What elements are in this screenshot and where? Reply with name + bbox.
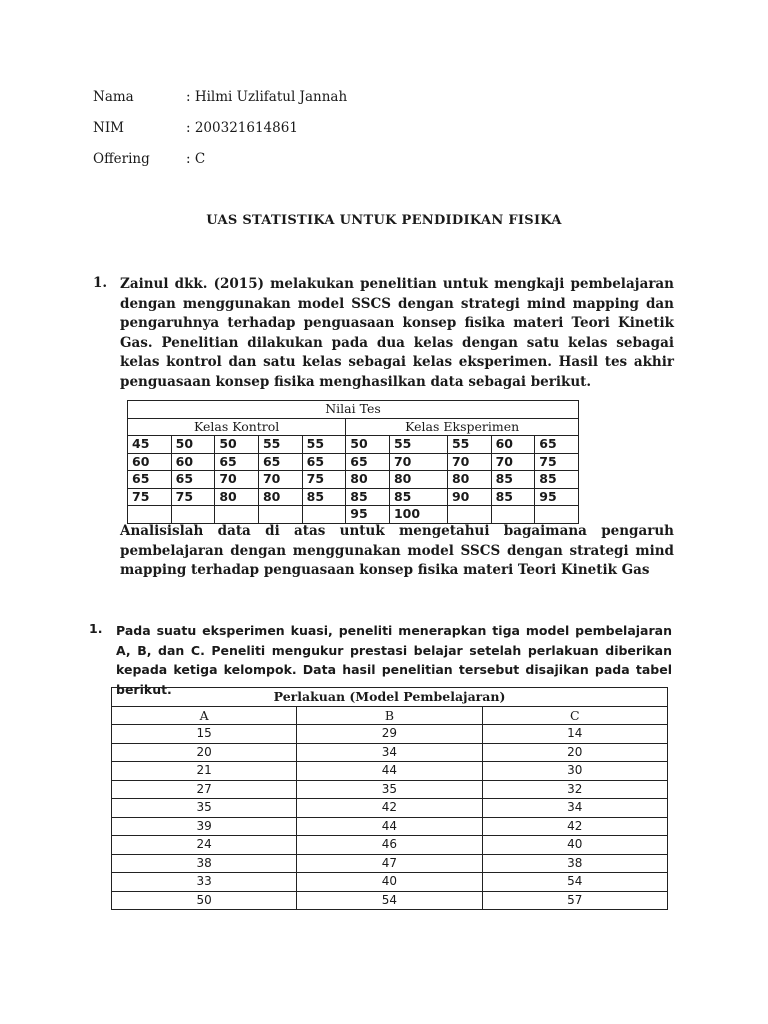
question-2-text: Pada suatu eksperimen kuasi, peneliti menerapkan tiga model pembelajaran A, B, dan C. Peneliti mengukur prestasi belajar setelah perlakuan diberikan kepada ketiga kelompok. Data hasil penelitian tersebut disajikan pada tabel berikut. xyxy=(116,623,672,697)
table-cell: 85 xyxy=(302,488,346,506)
table-cell: 70 xyxy=(389,453,447,471)
table-cell xyxy=(215,506,259,524)
table-row xyxy=(112,891,668,910)
table-cell: 50 xyxy=(112,891,297,910)
table-cell xyxy=(302,506,346,524)
table-row xyxy=(112,836,668,855)
table-cell: 70 xyxy=(447,453,491,471)
table-cell: 65 xyxy=(215,453,259,471)
table-row xyxy=(128,436,579,454)
table-cell: 85 xyxy=(535,471,579,489)
column-header-c: C xyxy=(482,706,667,725)
table-cell: 95 xyxy=(535,488,579,506)
table-cell: 55 xyxy=(302,436,346,454)
table-cell: 80 xyxy=(447,471,491,489)
table-cell: 85 xyxy=(491,488,535,506)
table-title: Perlakuan (Model Pembelajaran) xyxy=(112,688,668,707)
table-cell: 55 xyxy=(389,436,447,454)
nilai-tes-body xyxy=(128,436,579,524)
table-cell xyxy=(258,506,302,524)
table-cell: 75 xyxy=(535,453,579,471)
table-cell: 57 xyxy=(482,891,667,910)
table-cell xyxy=(128,506,172,524)
table-row xyxy=(128,471,579,489)
table-row xyxy=(112,725,668,744)
table-cell: 39 xyxy=(112,817,297,836)
question-number: 1. xyxy=(89,621,103,636)
table-cell: 50 xyxy=(171,436,215,454)
header-value: : Hilmi Uzlifatul Jannah xyxy=(186,89,348,105)
table-cell: 47 xyxy=(297,854,482,873)
table-cell: 85 xyxy=(346,488,390,506)
table-cell: 65 xyxy=(535,436,579,454)
table-cell: 32 xyxy=(482,780,667,799)
group-header-eksperimen: Kelas Eksperimen xyxy=(346,418,579,436)
perlakuan-table xyxy=(111,687,668,910)
table-cell: 70 xyxy=(491,453,535,471)
table-row xyxy=(128,488,579,506)
table-row xyxy=(112,799,668,818)
question-number: 1. xyxy=(93,275,108,291)
header-value: : C xyxy=(186,151,206,167)
perlakuan-body xyxy=(112,725,668,910)
table-cell: 75 xyxy=(171,488,215,506)
table-cell: 42 xyxy=(482,817,667,836)
table-cell: 75 xyxy=(302,471,346,489)
table-cell: 50 xyxy=(346,436,390,454)
table-cell: 65 xyxy=(302,453,346,471)
table-cell: 55 xyxy=(447,436,491,454)
page-title: UAS STATISTIKA UNTUK PENDIDIKAN FISIKA xyxy=(206,213,562,228)
table-cell: 60 xyxy=(128,453,172,471)
table-cell: 100 xyxy=(389,506,447,524)
table-cell: 70 xyxy=(215,471,259,489)
table-title: Nilai Tes xyxy=(128,401,579,419)
column-header-b: B xyxy=(297,706,482,725)
table-cell xyxy=(447,506,491,524)
table-cell: 35 xyxy=(112,799,297,818)
table-cell: 44 xyxy=(297,817,482,836)
header-label: Nama xyxy=(93,89,134,105)
table-cell: 34 xyxy=(297,743,482,762)
table-cell: 45 xyxy=(128,436,172,454)
header-label: NIM xyxy=(93,120,124,136)
table-row xyxy=(112,817,668,836)
table-row xyxy=(112,743,668,762)
table-cell: 33 xyxy=(112,873,297,892)
table-cell: 20 xyxy=(482,743,667,762)
table-cell: 65 xyxy=(346,453,390,471)
table-cell: 60 xyxy=(171,453,215,471)
column-header-a: A xyxy=(112,706,297,725)
table-cell: 80 xyxy=(346,471,390,489)
table-cell: 50 xyxy=(215,436,259,454)
table-cell: 54 xyxy=(482,873,667,892)
table-cell: 35 xyxy=(297,780,482,799)
table-cell: 24 xyxy=(112,836,297,855)
nilai-tes-table xyxy=(127,400,579,524)
question-1-text: Zainul dkk. (2015) melakukan penelitian untuk mengkaji pembelajaran dengan menggunakan model SSCS dengan strategi mind mapping dan pengaruhnya terhadap penguasaan konsep fisika materi Teori Kinetik Gas. Penelitian dilakukan pada dua kelas dengan satu kelas sebagai kelas kontrol dan satu kelas sebagai kelas eksperimen. Hasil tes akhir penguasaan konsep fisika menghasilkan data sebagai berikut. xyxy=(120,276,674,390)
group-header-kontrol: Kelas Kontrol xyxy=(128,418,346,436)
table-cell: 30 xyxy=(482,762,667,781)
header-value: : 200321614861 xyxy=(186,120,298,136)
table-cell: 38 xyxy=(112,854,297,873)
table-cell xyxy=(491,506,535,524)
table-cell: 80 xyxy=(215,488,259,506)
table-cell xyxy=(535,506,579,524)
table-cell: 20 xyxy=(112,743,297,762)
table-row xyxy=(112,873,668,892)
table-cell: 21 xyxy=(112,762,297,781)
table-cell: 27 xyxy=(112,780,297,799)
table-cell: 40 xyxy=(482,836,667,855)
table-cell: 65 xyxy=(171,471,215,489)
table-cell: 65 xyxy=(258,453,302,471)
table-cell: 85 xyxy=(491,471,535,489)
table-cell: 55 xyxy=(258,436,302,454)
table-cell: 75 xyxy=(128,488,172,506)
table-cell: 95 xyxy=(346,506,390,524)
table-cell xyxy=(171,506,215,524)
table-cell: 14 xyxy=(482,725,667,744)
table-cell: 34 xyxy=(482,799,667,818)
table-cell: 70 xyxy=(258,471,302,489)
table-row xyxy=(128,453,579,471)
table-cell: 44 xyxy=(297,762,482,781)
table-cell: 15 xyxy=(112,725,297,744)
table-cell: 29 xyxy=(297,725,482,744)
table-cell: 40 xyxy=(297,873,482,892)
table-cell: 80 xyxy=(389,471,447,489)
table-cell: 65 xyxy=(128,471,172,489)
header-label: Offering xyxy=(93,151,150,167)
table-cell: 90 xyxy=(447,488,491,506)
table-cell: 46 xyxy=(297,836,482,855)
table-row xyxy=(112,780,668,799)
table-row xyxy=(112,762,668,781)
table-cell: 60 xyxy=(491,436,535,454)
table-row xyxy=(112,854,668,873)
table-cell: 54 xyxy=(297,891,482,910)
table-cell: 85 xyxy=(389,488,447,506)
table-cell: 42 xyxy=(297,799,482,818)
table-row xyxy=(128,506,579,524)
table-cell: 80 xyxy=(258,488,302,506)
question-1-instruction: Analisislah data di atas untuk mengetahui bagaimana pengaruh pembelajaran dengan menggunakan model SSCS dengan strategi mind mapping terhadap penguasaan konsep fisika materi Teori Kinetik Gas xyxy=(120,523,674,579)
table-cell: 38 xyxy=(482,854,667,873)
